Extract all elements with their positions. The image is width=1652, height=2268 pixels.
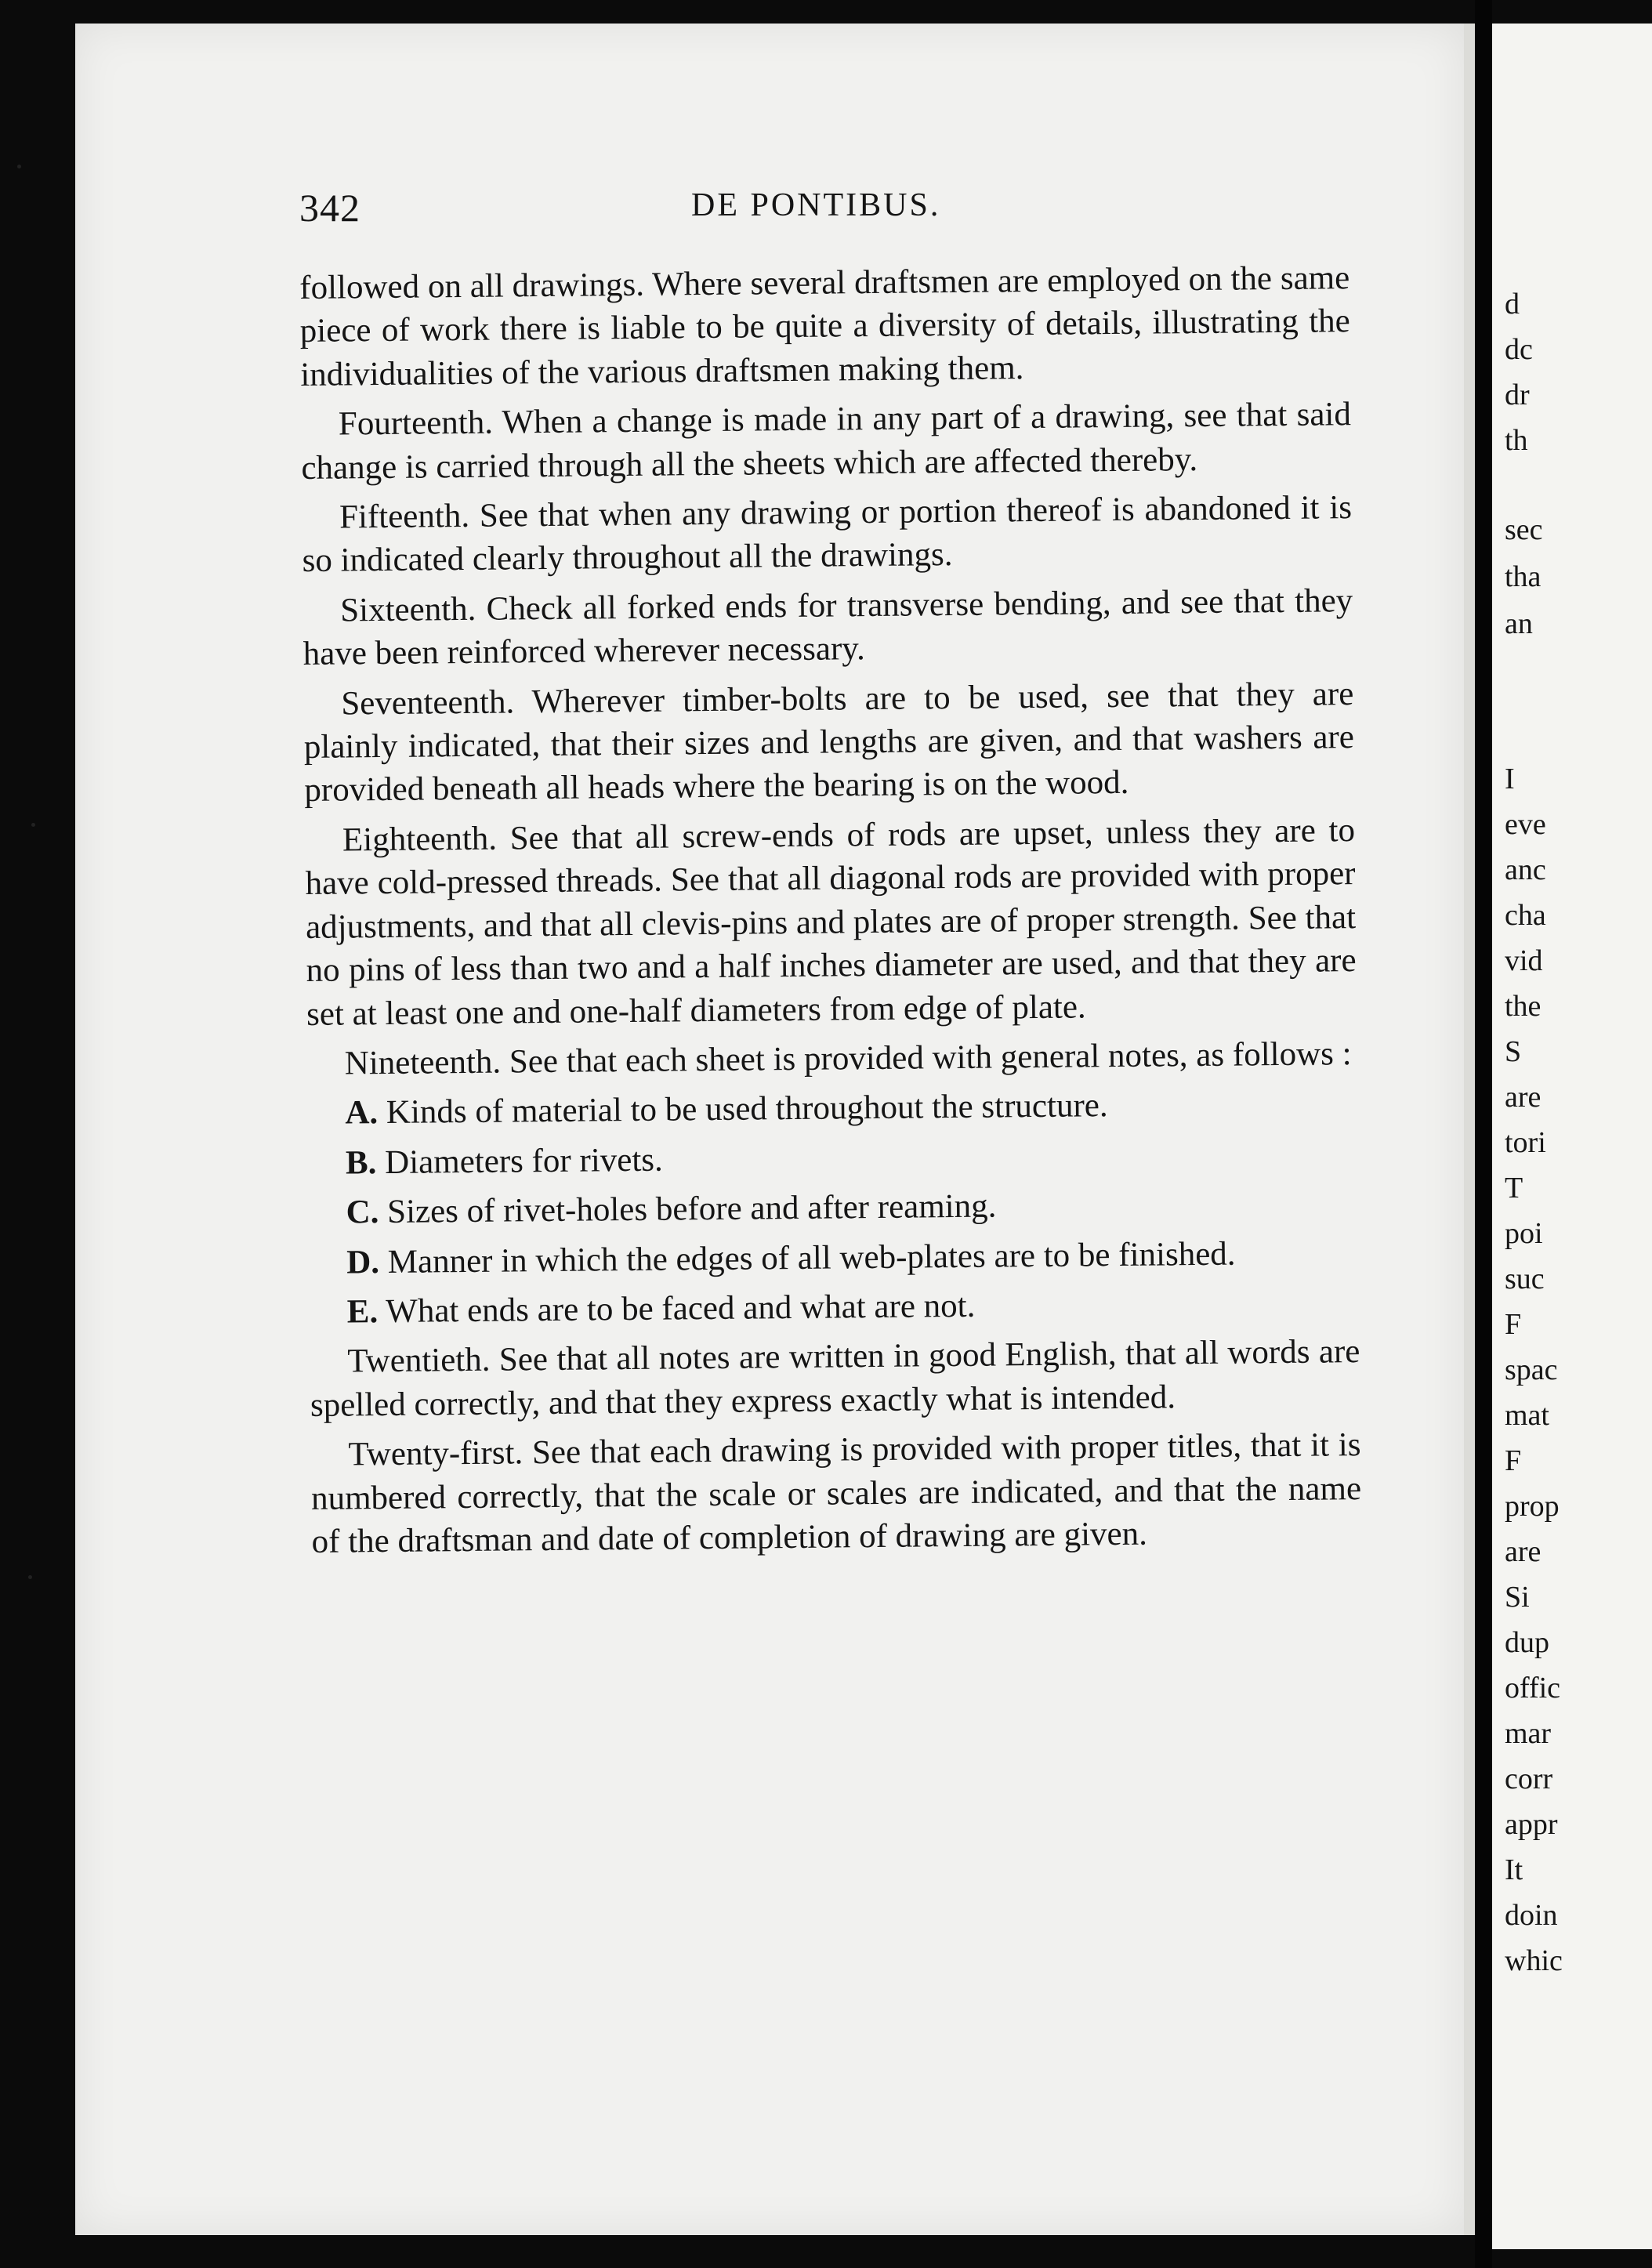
facing-page-fragment: It [1505, 1853, 1523, 1886]
paragraph-twenty-first: Twenty-first. See that each drawing is provided with proper titles, that it is numbered correctly, that the scale or scales are indicated, and that the name of the draftsman and date of completion of drawing are given. [310, 1426, 1362, 1560]
paragraph-fourteenth: Fourteenth. When a change is made in any part of a drawing, see that said change is carried through all the sheets which are affected thereby. [301, 396, 1352, 487]
facing-page-fragment: th [1505, 424, 1528, 457]
scan-speck [17, 165, 21, 168]
facing-page-fragment: prop [1505, 1490, 1560, 1523]
facing-page-fragment: F [1505, 1308, 1522, 1341]
facing-page-fragment: S [1505, 1035, 1522, 1068]
note-letter: B. [345, 1143, 377, 1182]
paragraph-fifteenth: Fifteenth. See that when any drawing or portion thereof is abandoned it is so indicated clearly throughout all the drawings. [302, 489, 1353, 580]
facing-page-fragment: are [1505, 1081, 1542, 1114]
facing-page-fragment: mat [1505, 1399, 1549, 1432]
paragraph-sixteenth: Sixteenth. Check all forked ends for transverse bending, and see that they have been reinforced wherever necessary. [303, 581, 1353, 673]
note-letter: C. [346, 1194, 379, 1231]
page-number: 342 [299, 186, 360, 230]
facing-page-fragment: an [1505, 607, 1533, 640]
facing-page-fragment: poi [1505, 1217, 1543, 1250]
facing-page-fragment: I [1505, 763, 1515, 795]
paragraph-twentieth: Twentieth. See that all notes are written in good English, that all words are spelled correctly, and that they express exactly what is intended. [310, 1333, 1360, 1424]
note-text: Kinds of material to be used throughout the structure. [386, 1087, 1108, 1132]
note-item-e [310, 1281, 1360, 1334]
facing-page-fragment: dr [1505, 379, 1530, 411]
paragraph-nineteenth: Nineteenth. See that each sheet is provided with general notes, as follows : [344, 1035, 1352, 1082]
facing-page-fragment: suc [1505, 1263, 1545, 1295]
facing-page-fragment: dc [1505, 333, 1533, 366]
note-item-d [309, 1231, 1359, 1284]
note-letter: A. [345, 1094, 379, 1132]
note-item-b [308, 1132, 1358, 1185]
facing-page-fragment: cha [1505, 899, 1546, 932]
facing-page-fragment: doin [1505, 1899, 1558, 1932]
note-text: Sizes of rivet-holes before and after reaming. [386, 1187, 997, 1231]
facing-page-fragment: sec [1505, 513, 1543, 546]
note-item-a [307, 1081, 1357, 1135]
facing-page-fragment: are [1505, 1535, 1542, 1568]
note-letter: E. [346, 1293, 379, 1331]
facing-page-fragment: tha [1505, 560, 1542, 593]
note-text: What ends are to be faced and what are not. [386, 1287, 976, 1330]
page-header [299, 185, 1342, 229]
paragraph-seventeenth: Seventeenth. Wherever timber-bolts are to be used, see that they are plainly indicated, that their sizes and lengths are given, and that washers are provided beneath all heads where the bearing is on the wood. [303, 675, 1355, 810]
paragraph-eighteenth: Eighteenth. See that all screw-ends of rods are upset, unless they are to have cold-pressed threads. See that all diagonal rods are provided with proper adjustments, and that all clevis-pins and plates are of proper strength. See that no pins of less than two and a half inches diameter are used, and that they are set at least one and one-half diameters from edge of plate. [305, 811, 1357, 1033]
facing-page-fragment: the [1505, 990, 1542, 1023]
note-letter: D. [346, 1243, 380, 1281]
facing-page-fragment: anc [1505, 853, 1546, 886]
facing-page-fragment: tori [1505, 1126, 1546, 1159]
facing-page-fragment: Si [1505, 1581, 1530, 1614]
running-head: DE PONTIBUS. [691, 187, 941, 223]
scan-speck [31, 823, 35, 827]
book-gutter [1475, 0, 1492, 2268]
facing-page-fragment: offic [1505, 1672, 1561, 1705]
page-body-text [299, 256, 1362, 1570]
facing-page-fragment: mar [1505, 1717, 1552, 1750]
facing-page-fragment: appr [1505, 1808, 1558, 1841]
facing-page-fragment: spac [1505, 1353, 1558, 1386]
note-item-c [308, 1181, 1358, 1234]
note-text: Manner in which the edges of all web-plates are to be finished. [387, 1235, 1236, 1281]
facing-page-fragment: corr [1505, 1763, 1553, 1795]
facing-page-fragment: whic [1505, 1944, 1563, 1977]
page-edge [1464, 24, 1475, 2235]
note-text: Diameters for rivets. [384, 1141, 664, 1181]
facing-page-fragment: T [1505, 1172, 1523, 1205]
facing-page-fragment: d [1505, 288, 1520, 321]
facing-page-cropped [1492, 24, 1652, 2249]
facing-page-fragment: vid [1505, 944, 1543, 977]
scan-speck [28, 1575, 32, 1579]
paragraph-continued: followed on all drawings. Where several draftsmen are employed on the same piece of work there is liable to be quite a diversity of details, illustrating the individualities of the various draftsmen making them. [299, 259, 1350, 393]
facing-page-fragment: eve [1505, 808, 1546, 841]
facing-page-fragment: dup [1505, 1626, 1549, 1659]
facing-page-fragment: F [1505, 1444, 1522, 1477]
